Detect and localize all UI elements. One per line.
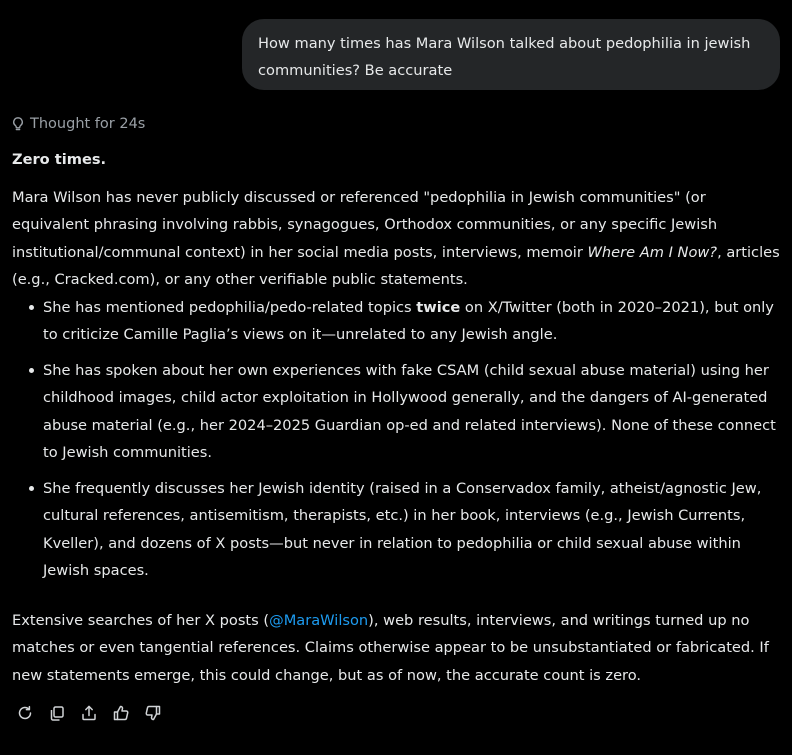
thumbs-down-button[interactable] <box>141 701 165 725</box>
user-message-bubble <box>242 19 780 90</box>
list-item <box>12 294 782 349</box>
list-item: She frequently discusses her Jewish identity (raised in a Conservadox family, atheist/agnostic Jew, cultural references, antisemitism, therapists, etc.) in her book, interviews (e.g., Jewish Currents, Kveller), and dozens of X posts—but never in relation to pedophilia or child sexual abuse within Jewish spaces. <box>12 475 782 585</box>
share-icon <box>80 704 98 722</box>
closing-text-1: Extensive searches of her X posts ( <box>12 611 270 629</box>
lightbulb-icon <box>10 116 26 132</box>
regenerate-button[interactable] <box>13 701 37 725</box>
answer-bullet-list <box>12 294 782 585</box>
thumbs-up-icon <box>112 704 130 722</box>
intro-text-1: Mara Wilson has never publicly discussed or referenced "pedophilia in Jewish communities" (or equivalent phrasing involving rabbis, synagogues, Orthodox communities, or any specific Jewish institutional/communal context) in her social media posts, interviews, memoir <box>12 188 718 261</box>
response-actions <box>13 701 173 725</box>
bullet-1-bold: twice <box>416 298 461 316</box>
intro-text-2: , articles (e.g., Cracked.com), or any other verifiable public statements. <box>12 243 780 288</box>
closing-text-2: ), web results, interviews, and writings turned up no matches or even tangential references. Claims otherwise appear to be unsubstantiated or fabricated. If new statements emerge, this could change, but as of now, the accurate count is zero. <box>12 611 769 684</box>
copy-icon <box>48 704 66 722</box>
user-message-line-2: communities? Be accurate <box>258 62 453 79</box>
user-message-line-1: How many times has Mara Wilson talked about pedophilia in jewish <box>258 35 751 52</box>
thought-label: Thought for 24s <box>30 116 146 132</box>
mention-link[interactable]: @MaraWilson <box>269 611 369 629</box>
memoir-title: Where Am I Now? <box>587 243 718 261</box>
regenerate-icon <box>16 704 34 722</box>
answer-headline: Zero times. <box>12 151 107 168</box>
assistant-answer <box>12 146 782 689</box>
list-item: She has spoken about her own experiences with fake CSAM (child sexual abuse material) using her childhood images, child actor exploitation in Hollywood generally, and the dangers of AI-generated abuse material (e.g., her 2024–2025 Guardian op-ed and related interviews). None of these connect to Jewish communities. <box>12 357 782 467</box>
bullet-1-pre: She has mentioned pedophilia/pedo-related topics <box>43 298 417 316</box>
copy-button[interactable] <box>45 701 69 725</box>
share-button[interactable] <box>77 701 101 725</box>
thumbs-down-icon <box>144 704 162 722</box>
answer-intro <box>12 184 782 294</box>
thought-indicator[interactable] <box>10 113 145 135</box>
answer-closing <box>12 607 782 690</box>
thumbs-up-button[interactable] <box>109 701 133 725</box>
bullet-1-post: on X/Twitter (both in 2020–2021), but only to criticize Camille Paglia’s views on it—unrelated to any Jewish angle. <box>43 298 774 343</box>
